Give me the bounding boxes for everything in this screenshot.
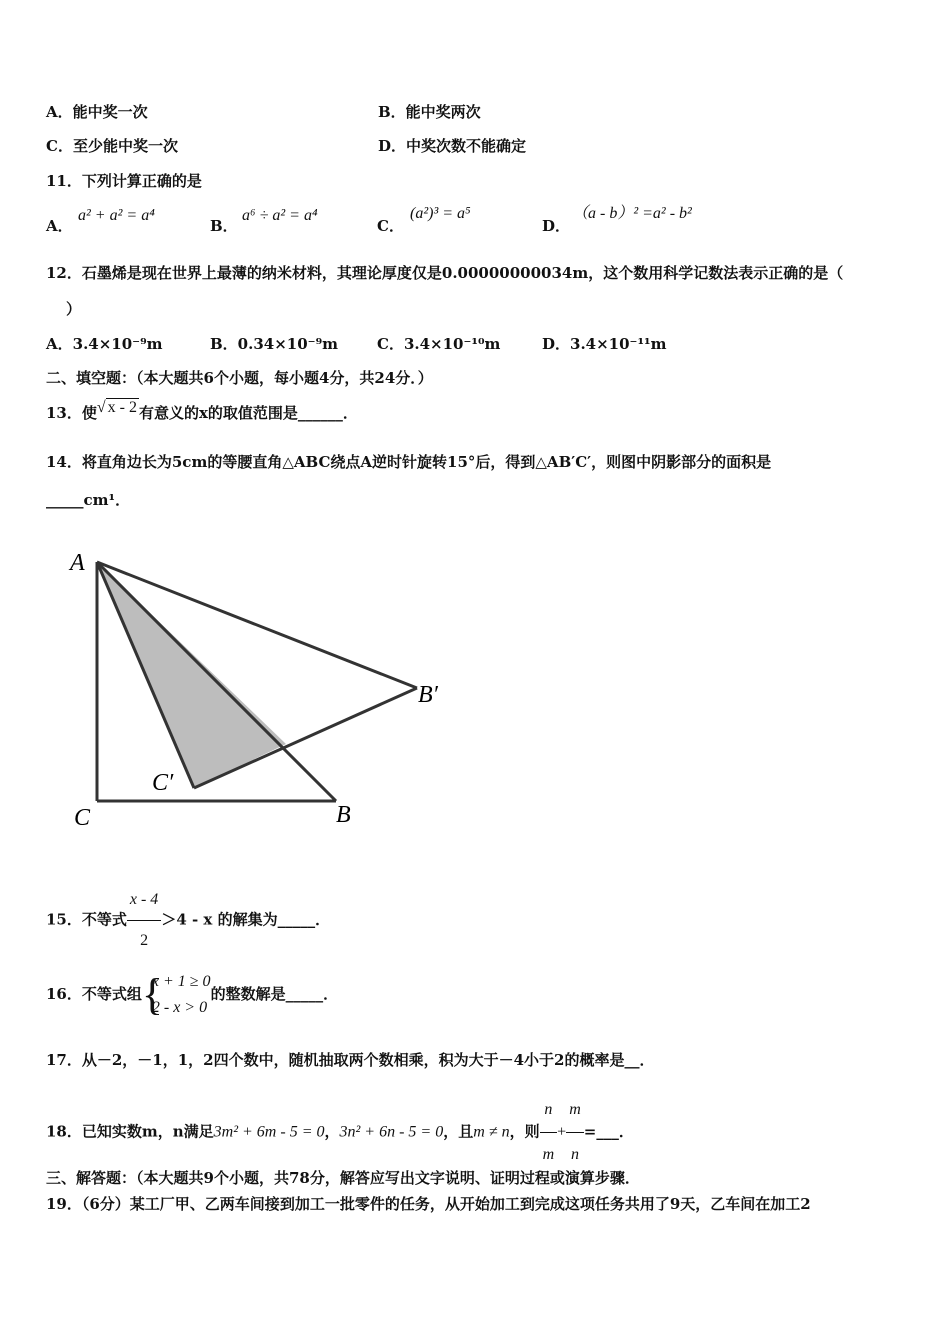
q17: 17．从－2，－1，1，2四个数中，随机抽取两个数相乘，积为大于－4小于2的概率是__． [46,1051,655,1069]
q11-option-d-math: （a - b）² =a² - b² [572,205,692,222]
q16-suffix: 的整数解是_____． [210,985,339,1003]
q15-fraction-denominator: 2 [140,932,149,949]
q12-option-c: C．3.4×10⁻¹⁰m [377,335,501,353]
q18-f2-numerator: m [566,1088,584,1133]
q12-stem-end: ） [66,300,82,318]
q13-suffix: 有意义的x的取值范围是______． [138,404,358,422]
q14-stem: 14．将直角边长为5cm的等腰直角△ABC绕点A逆时针旋转15°后，得到△AB′C′，则图中阴影部分的面积是 [46,453,772,471]
q10-option-b: B．能中奖两次 [378,103,481,121]
q13-prefix: 13．使 [46,404,97,422]
q13 [46,398,358,423]
q19: 19．（6分）某工厂甲、乙两车间接到加工一批零件的任务，从开始加工到完成这项任务共用了9天，乙车间在加工2 [46,1195,811,1213]
q11-option-d-label: D． [542,217,571,235]
q18-eq1: 3m² + 6m - 5 = 0 [213,1123,325,1141]
q11-option-c-math: (a²)³ = a⁵ [410,205,471,222]
q16-row-1: x + 1 ≥ 0 [151,973,211,990]
q11-option-c-label: C． [377,217,404,235]
q10-option-c: C．至少能中奖一次 [46,137,178,155]
q13-radicand: x - 2 [107,399,137,416]
q13-sqrt: √ x - 2 [96,399,137,416]
q15-fraction [127,880,161,961]
q11-option-a-label: A． [46,217,73,235]
q11-stem: 11．下列计算正确的是 [46,172,202,190]
section-3-heading: 三、解答题：（本大题共9个小题，共78分，解答应写出文字说明、证明过程或演算步骤． [46,1169,640,1187]
q18-prefix: 18．已知实数m，n满足 [46,1122,214,1141]
label-C-prime: C′ [152,770,174,796]
q15-prefix: 15．不等式 [46,910,127,929]
q18-sep: ， [324,1122,340,1141]
q15 [46,880,330,961]
q18-f1-numerator: n [540,1088,558,1133]
q18-f1-denominator: m [542,1146,555,1163]
q18-f2-denominator: n [570,1146,579,1163]
q11-option-b-label: B． [210,217,238,235]
q18-end: =___． [583,1122,634,1141]
q18-eq2: 3n² + 6n - 5 = 0 [339,1123,444,1141]
label-C: C [74,805,91,831]
shaded-region [97,562,286,788]
q15-fraction-numerator: x - 4 [127,880,161,921]
label-A: A [70,550,85,576]
q14-triangle-figure [60,540,480,840]
q15-suffix: ＞4 - x 的解集为_____． [161,910,331,929]
q10-option-a: A．能中奖一次 [46,103,148,121]
label-B-prime: B′ [418,682,438,708]
label-B: B [336,802,351,828]
brace-icon: { [141,970,163,1019]
q18-plus: + [557,1123,567,1141]
q18-then: ，则 [509,1122,540,1141]
q14-blank: _____cm¹． [46,491,131,509]
q16-row-2: 2 - x > 0 [151,999,208,1016]
q11-option-b-math: a⁶ ÷ a² = a⁴ [242,207,318,224]
q12-option-d: D．3.4×10⁻¹¹m [542,335,667,353]
q16 [46,966,338,1022]
q16-system [142,969,211,1021]
q12-option-a: A．3.4×10⁻⁹m [46,335,163,353]
q12-stem: 12．石墨烯是现在世界上最薄的纳米材料，其理论厚度仅是0.00000000034m，这个数用科学记数法表示正确的是（ [46,264,844,282]
q18-cond: m ≠ n [473,1123,510,1141]
section-2-heading: 二、填空题：（本大题共6个小题，每小题4分，共24分．） [46,369,433,387]
q16-prefix: 16．不等式组 [46,985,142,1003]
q10-option-d: D．中奖次数不能确定 [378,137,527,155]
q12-option-b: B．0.34×10⁻⁹m [210,335,339,353]
q18-fraction-1 [540,1088,558,1177]
q18-mid: ，且 [443,1122,474,1141]
q18-fraction-2 [566,1088,584,1177]
q11-option-a-math: a² + a² = a⁴ [78,207,155,224]
q18 [46,1088,634,1177]
